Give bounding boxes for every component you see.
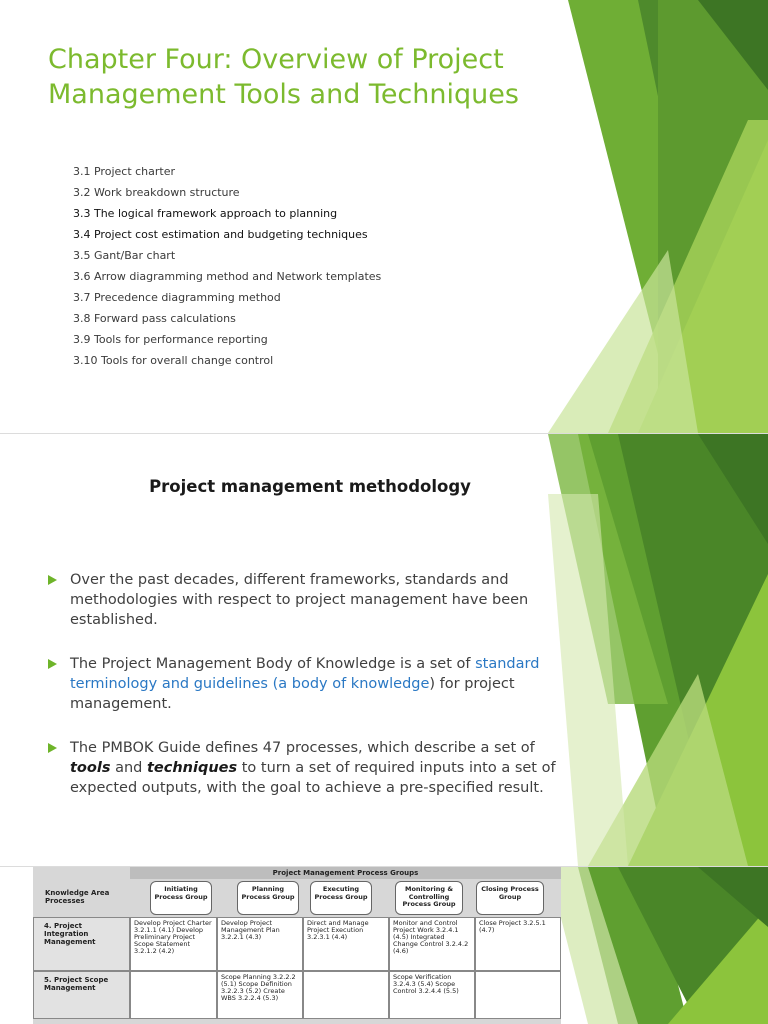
group-executing: Executing Process Group (310, 881, 372, 915)
toc-item: 3.3 The logical framework approach to planning (73, 207, 338, 220)
slide-title: Project management methodology (149, 477, 471, 496)
toc-item: 3.5 Gant/Bar chart (73, 249, 176, 262)
table-cell (475, 971, 561, 1019)
group-closing: Closing Process Group (476, 881, 544, 915)
table-cell: Scope Verification 3.2.4.3 (5.4) Scope Control 3.2.4.4 (5.5) (389, 971, 475, 1019)
bullet-arrow-icon (48, 575, 57, 585)
toc-item: 3.6 Arrow diagramming method and Network templates (73, 270, 382, 283)
bullet-text: The PMBOK Guide defines 47 processes, which describe a set of (70, 740, 535, 756)
bullet-text: ) for project management. (70, 676, 515, 712)
slide-1 (0, 0, 768, 433)
group-monitoring: Monitoring & Controlling Process Group (395, 881, 463, 915)
slide-2 (0, 434, 768, 866)
toc-item: 3.10 Tools for overall change control (73, 354, 274, 367)
emphasis-techniques: techniques (146, 760, 238, 776)
bullet-item (48, 654, 558, 714)
toc-item: 3.9 Tools for performance reporting (73, 333, 268, 346)
bullet-text: to turn a set of required inputs into a set of expected outputs, with the goal to achieve a pre-specified result. (70, 760, 556, 796)
green-decoration (548, 434, 768, 866)
bullet-text: Over the past decades, different frameworks, standards and methodologies with respect to project management have been established. (70, 572, 529, 628)
bullet-text: and (110, 760, 147, 776)
toc-item: 3.7 Precedence diagramming method (73, 291, 281, 304)
bullet-arrow-icon (48, 743, 57, 753)
row-head-scope: 5. Project Scope Management (33, 971, 130, 1019)
toc-item: 3.1 Project charter (73, 165, 176, 178)
toc-item: 3.4 Project cost estimation and budgeting techniques (73, 228, 368, 241)
table-cell: Close Project 3.2.5.1 (4.7) (475, 917, 561, 971)
process-groups-table (33, 867, 561, 1024)
slide-title: Chapter Four: Overview of Project Management Tools and Techniques (48, 44, 519, 110)
group-planning: Planning Process Group (237, 881, 299, 915)
group-initiating: Initiating Process Group (150, 881, 212, 915)
bullet-text: The Project Management Body of Knowledge is a set of (70, 656, 476, 672)
table-group-header: Project Management Process Groups (130, 867, 561, 879)
green-decoration (548, 867, 768, 1024)
toc-item: 3.8 Forward pass calculations (73, 312, 236, 325)
chapter-contents-list (73, 161, 381, 371)
pmbok-link-text: standard terminology and guidelines (a body of knowledge (70, 656, 540, 692)
bullet-list (48, 570, 558, 798)
bullet-item (48, 570, 558, 630)
table-cell: Monitor and Control Project Work 3.2.4.1 (4.5) Integrated Change Control 3.2.4.2 (4.6) (389, 917, 475, 971)
row-head-integration: 4. Project Integration Management (33, 917, 130, 971)
slide-3 (0, 867, 768, 1024)
table-cell (303, 971, 389, 1019)
bullet-arrow-icon (48, 659, 57, 669)
emphasis-tools: tools (70, 760, 111, 776)
table-cell: Direct and Manage Project Execution 3.2.3.1 (4.4) (303, 917, 389, 971)
bullet-item (48, 738, 558, 798)
toc-item: 3.2 Work breakdown structure (73, 186, 240, 199)
table-cell: Develop Project Charter 3.2.1.1 (4.1) Develop Preliminary Project Scope Statement 3.2.1.2 (4.2) (130, 917, 217, 971)
table-cell (130, 971, 217, 1019)
table-cell: Develop Project Management Plan 3.2.2.1 (4.3) (217, 917, 303, 971)
knowledge-area-header: Knowledge Area Processes (45, 889, 110, 905)
green-decoration (548, 0, 768, 433)
table-cell: Scope Planning 3.2.2.2 (5.1) Scope Definition 3.2.2.3 (5.2) Create WBS 3.2.2.4 (5.3) (217, 971, 303, 1019)
